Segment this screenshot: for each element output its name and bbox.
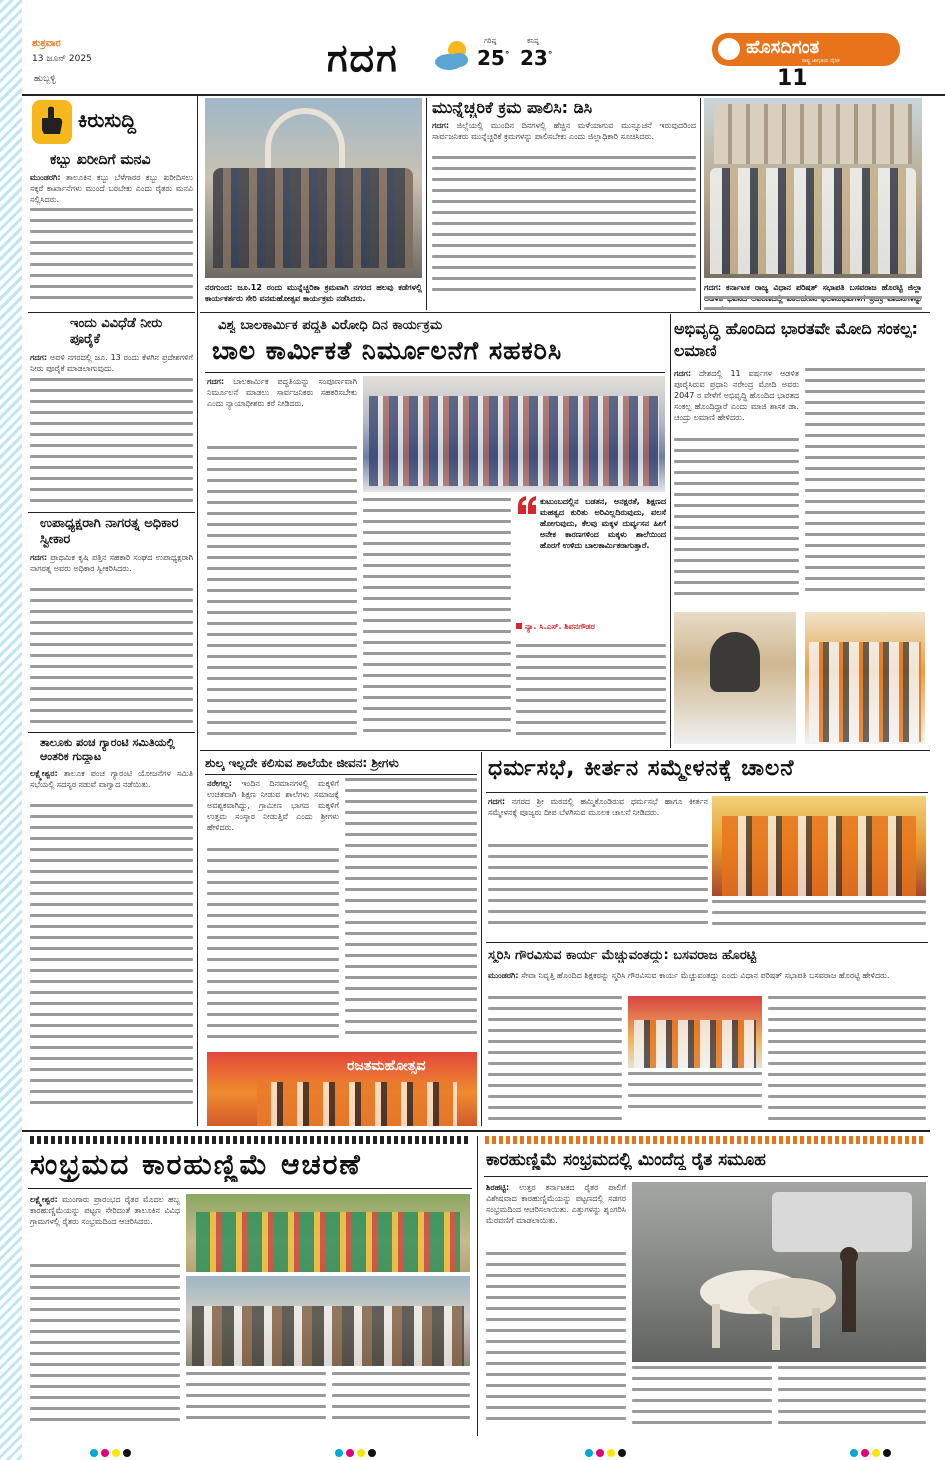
masthead-rule: [22, 94, 945, 96]
photo-people: [809, 642, 921, 742]
story-lead: [30, 1194, 180, 1260]
pull-quote: [516, 496, 666, 636]
section-pattern-bar: [485, 1136, 925, 1144]
section-pattern-bar: [30, 1136, 470, 1144]
section-rule: [22, 1130, 930, 1132]
max-temp-label: ಗರಿಷ್ಠ: [484, 37, 497, 45]
masthead-city: ಗದಗ: [327, 36, 399, 80]
column-rule: [197, 96, 198, 1126]
story-headline: ಶುಲ್ಕ ಇಲ್ಲದೇ ಕಲಿಸುವ ಶಾಲೆಯೇ ಜೀವನ: ಶ್ರೀಗಳು: [205, 756, 399, 770]
masthead-day: ಶುಕ್ರವಾರ: [32, 38, 61, 49]
kirusuddi-header: [30, 100, 190, 144]
body-text-filler: [363, 498, 511, 744]
headline-rule: [205, 774, 477, 775]
pointing-hand-icon: [32, 100, 72, 144]
body-text-filler: [30, 1264, 180, 1434]
photo-people: [196, 1212, 460, 1272]
body-text-filler: [516, 644, 666, 744]
body-text-filler: [30, 378, 193, 510]
brief-lead: [30, 552, 193, 585]
story-headline: ಬಾಲ ಕಾರ್ಮಿಕತೆ ನಿರ್ಮೂಲನೆಗೆ ಸಹಕರಿಸಿ: [212, 336, 563, 365]
story-body: ಬಾಲಕಾರ್ಮಿಕ ಪದ್ಧತಿಯನ್ನು ಸಂಪೂರ್ಣವಾಗಿ ನಿರ್ಮೂಲನೆ ಮಾಡಲು ಸಾರ್ವಜನಿಕರು ಸಹಕರಿಸಬೇಕು ಎಂದು ನ್ಯಾಯಾಧೀಶರು ಕರೆ ನೀಡಿದರು.: [207, 377, 357, 408]
masthead-date: 13 ಜೂನ್ 2025: [32, 54, 92, 64]
paper-tagline: ರಾಷ್ಟ್ರ ಜಾಗೃತಿಯ ದೈನಿಕ: [802, 58, 840, 64]
swamiji-photo: [712, 796, 926, 896]
brief-body: ಪ್ರಾಥಮಿಕ ಕೃಷಿ ಪತ್ತಿನ ಸಹಕಾರಿ ಸಂಘದ ಉಪಾಧ್ಯಕ್ಷರಾಗಿ ನಾಗರತ್ನ ಅವರು ಅಧಿಕಾರ ಸ್ವೀಕರಿಸಿದರು.: [30, 553, 193, 573]
story-dateline: ಶಿರಹಟ್ಟಿ:: [486, 1183, 510, 1192]
masthead: [22, 30, 945, 92]
story-lead: [207, 778, 339, 844]
photo-people: [634, 1020, 756, 1068]
section-rule: [200, 312, 930, 313]
brief-body: ಅವಳಿ ನಗರದಲ್ಲಿ ಜೂ. 13 ರಂದು ಕೆಳಗಿನ ಪ್ರದೇಶಗಳಿಗೆ ನೀರು ಪೂರೈಕೆ ಮಾಡಲಾಗುವುದು.: [30, 353, 193, 373]
headline-rule: [205, 372, 665, 373]
farmer-bull-photo: [632, 1182, 926, 1362]
min-temp-value: 23: [520, 46, 548, 70]
photo-people: [257, 1082, 457, 1126]
column-rule: [670, 314, 671, 748]
felicitation-photo: [628, 996, 762, 1068]
story-dateline: ಮುಂಡರಗಿ:: [488, 971, 519, 980]
pull-quote-author: [516, 622, 666, 632]
group-photo: [205, 98, 422, 278]
body-text-filler: [712, 900, 926, 940]
max-temp-value: 25: [477, 46, 505, 70]
festival-women-photo: [186, 1194, 470, 1272]
degree-sign: °: [504, 50, 510, 61]
story-headline: ಅಭಿವೃದ್ಧಿ ಹೊಂದಿದ ಭಾರತವೇ ಮೋದಿ ಸಂಕಲ್ಪ: ಲಮಾಣಿ: [674, 319, 918, 360]
headline-rule: [28, 1188, 472, 1189]
bull-procession-photo: [186, 1276, 470, 1366]
brief-divider: [28, 732, 195, 733]
body-text-filler: [778, 1366, 926, 1434]
pull-quote-text: ಕುಟುಂಬದಲ್ಲಿನ ಬಡತನ, ಅನಕ್ಷರತೆ, ಶಿಕ್ಷಣದ ಮಹತ್ವದ ಕುರಿತು ಅರಿವಿಲ್ಲದಿರುವುದು, ವಲಸೆ ಹೋಗುವುದು, ಕೆಲವು ಮಕ್ಕಳ ದುರ್ವ್ಯಸನ ಹೀಗೆ ಅನೇಕ ಕಾರಣಗಳಿಂದ ಮಕ್ಕಳು ಶಾಲೆಯಿಂದ ಹೊರಗೆ ಉಳಿದು ಬಾಲಕಾರ್ಮಿಕರಾಗುತ್ತಾರೆ.: [540, 497, 666, 550]
section-rule: [200, 750, 930, 751]
body-text-filler: [488, 844, 708, 940]
body-text-filler: [768, 996, 926, 1124]
body-text-filler: [488, 996, 622, 1124]
brief-body: ತಾಲೂಕ ಪಂಚ ಗ್ಯಾರಂಟಿ ಯೋಜನೆಗಳ ಸಮಿತಿ ಸಭೆಯಲ್ಲಿ ಸದಸ್ಯರ ನಡುವೆ ವಾಗ್ವಾದ ನಡೆಯಿತು.: [30, 769, 193, 789]
registration-marks: [335, 1442, 379, 1460]
body-text-filler: [30, 588, 193, 728]
red-square-icon: [516, 623, 522, 629]
story-lead: [207, 376, 357, 442]
bull-illustration: [672, 1242, 892, 1358]
degree-sign: °: [547, 50, 553, 61]
pull-quote-author-name: ನ್ಯಾ. ಸಿ.ಎಸ್. ಶಿವನಗೌಡರ: [525, 622, 595, 631]
story-dateline: ಗದಗ:: [432, 121, 450, 130]
brief-lead: [30, 352, 193, 374]
registration-marks: [90, 1442, 134, 1460]
religious-event-photo: [207, 1052, 477, 1126]
event-photo: [704, 98, 922, 278]
logo-emblem-icon: [718, 38, 740, 60]
body-text-filler: [30, 208, 193, 308]
photo-portrait: [710, 632, 760, 692]
brief-dateline: ಲಕ್ಷ್ಮೇಶ್ವರ:: [30, 769, 58, 778]
kirusuddi-title: ಕಿರುಸುದ್ದಿ: [78, 108, 137, 132]
brief-headline: ಉಪಾಧ್ಯಕ್ಷರಾಗಿ ನಾಗರತ್ನ ಅಧಿಕಾರ ಸ್ವೀಕಾರ: [40, 516, 179, 547]
brief-divider: [28, 312, 195, 313]
body-text-filler: [628, 1072, 762, 1124]
event-banner-text: ರಜತಮಹೋತ್ಸವ: [347, 1058, 426, 1074]
photo-people: [369, 396, 659, 486]
story-headline: ಧರ್ಮಸಭೆ, ಕೀರ್ತನ ಸಮ್ಮೇಳನಕ್ಕೆ ಚಾಲನೆ: [488, 756, 795, 781]
brief-dateline: ಗದಗ:: [30, 353, 48, 362]
party-meeting-photo: [805, 612, 925, 744]
quote-mark-icon: [516, 496, 538, 514]
section-rule: [486, 942, 928, 943]
photo-arch: [265, 108, 345, 168]
photo-people: [710, 168, 916, 274]
story-lead: [488, 796, 708, 840]
body-text-filler: [207, 446, 357, 746]
brief-divider: [28, 512, 195, 513]
page-number: 11: [777, 66, 808, 91]
photo-caption: ನರಗುಂದ: ಜೂ.12 ರಂದು ಮುನ್ನೆಚ್ಚರಿಕಾ ಕ್ರಮವಾಗಿ ನಗರದ ಹಲವು ಕಡೆಗಳಲ್ಲಿ ಕಾರ್ಯಕರ್ತರು ಸೇರಿ ವನಮಹೋತ್ಸವ ಕಾರ್ಯಕ್ರಮ ನಡೆಸಿದರು.: [205, 283, 422, 303]
column-rule: [477, 1136, 478, 1436]
body-text-filler: [674, 438, 799, 608]
story-kicker: ವಿಶ್ವ ಬಾಲಕಾರ್ಮಿಕ ಪದ್ಧತಿ ವಿರೋಧಿ ದಿನ ಕಾರ್ಯಕ್ರಮ: [218, 318, 443, 333]
page-margin-stripe: [0, 0, 22, 1460]
story-dateline: ಗದಗ:: [488, 797, 506, 806]
body-text-filler: [805, 368, 925, 608]
registration-marks: [585, 1442, 629, 1460]
story-lead: [432, 120, 696, 153]
story-dateline: ಗದಗ:: [674, 369, 692, 378]
body-text-filler: [486, 1252, 626, 1434]
body-text-filler: [186, 1372, 326, 1434]
students-photo: [363, 376, 665, 492]
story-headline: ಸಂಭ್ರಮದ ಕಾರಹುಣ್ಣಿಮೆ ಆಚರಣೆ: [30, 1148, 362, 1181]
body-text-filler: [332, 1372, 470, 1434]
brief-lead: [30, 768, 193, 801]
story-dateline: ಗದಗ:: [207, 377, 225, 386]
story-body: ಮುಂಗಾರು ಪ್ರಾರಂಭದ ರೈತರ ಮೊದಲ ಹಬ್ಬ ಕಾರಹುಣ್ಣಿಮೆಯನ್ನು ಪಟ್ಟಣ ಸೇರಿದಂತೆ ತಾಲೂಕಿನ ವಿವಿಧ ಗ್ರಾಮಗಳಲ್ಲಿ ರೈತರು ಸಂಭ್ರಮದಿಂದ ಆಚರಿಸಿದರು.: [30, 1195, 180, 1226]
story-headline: ಮುನ್ನೆಚ್ಚರಿಕೆ ಕ್ರಮ ಪಾಲಿಸಿ: ಡಿಸಿ: [432, 98, 593, 117]
brief-headline: ತಾಲೂಕು ಪಂಚ ಗ್ಯಾರಂಟಿ ಸಮಿತಿಯಲ್ಲಿ ಆಂತರಿಕ ಗುದ್ದಾಟ: [40, 736, 175, 763]
photo-caption: ಗದಗ: ಕರ್ನಾಟಕ ರಾಜ್ಯ ವಿಧಾನ ಪರಿಷತ್ ಸಭಾಪತಿ ಬಸವರಾಜ ಹೊರಟ್ಟಿ ಜಿಲ್ಲಾ: [704, 283, 922, 292]
photo-building: [714, 104, 912, 164]
story-body: ಜಿಲ್ಲೆಯಲ್ಲಿ ಮುಂದಿನ ದಿನಗಳಲ್ಲಿ ಹೆಚ್ಚಿನ ಮಳೆಯಾಗುವ ಮುನ್ಸೂಚನೆ ಇರುವುದರಿಂದ ಸಾರ್ವಜನಿಕರು ಮುನ್ನೆಚ್ಚರಿಕೆ ಕ್ರಮಗಳನ್ನು ಪಾಲಿಸಬೇಕು ಎಂದು ಜಿಲ್ಲಾಧಿಕಾರಿ ಸೂಚಿಸಿದರು.: [432, 121, 696, 141]
photo-crowd: [192, 1306, 464, 1366]
column-rule: [481, 752, 482, 1126]
min-temp: [520, 46, 552, 70]
paper-name: ಹೊಸದಿಗಂತ: [746, 37, 820, 58]
brief-dateline: ಮುಂಡರಗಿ:: [30, 173, 61, 182]
partly-cloudy-icon: [432, 38, 472, 72]
story-body: ಇಂದಿನ ದಿನಮಾನಗಳಲ್ಲಿ ಮಕ್ಕಳಿಗೆ ಉಚಿತವಾಗಿ ಶಿಕ್ಷಣ ನೀಡುವ ಶಾಲೆಗಳು ಸಮಾಜಕ್ಕೆ ಅವಶ್ಯಕವಾಗಿದ್ದು, ಗ್ರಾಮೀಣ ಭಾಗದ ಮಕ್ಕಳಿಗೆ ಉತ್ತಮ ಸಂಸ್ಕಾರ ನೀಡುತ್ತಿವೆ ಎಂದು ಶ್ರೀಗಳು ಹೇಳಿದರು.: [207, 779, 339, 832]
masthead-edition: ಹುಬ್ಬಳ್ಳಿ: [34, 74, 56, 84]
body-text-filler: [432, 156, 696, 306]
story-headline: ಕಾರಹುಣ್ಣಿಮೆ ಸಂಭ್ರಮದಲ್ಲಿ ಮಿಂದೆದ್ದ ರೈತ ಸಮೂಹ: [486, 1150, 766, 1170]
story-dateline: ನರೇಗಲ್ಲ:: [207, 779, 232, 788]
photo-people: [213, 168, 413, 268]
story-dateline: ಲಕ್ಷ್ಮೇಶ್ವರ:: [30, 1195, 58, 1204]
brief-dateline: ಗದಗ:: [30, 553, 48, 562]
story-lead: [674, 368, 799, 434]
registration-marks: [850, 1442, 894, 1460]
story-body: ಸೇವಾ ನಿವೃತ್ತಿ ಹೊಂದಿದ ಶಿಕ್ಷಕರನ್ನು ಸ್ಮರಿಸಿ ಗೌರವಿಸುವ ಕಾರ್ಯ ಮೆಚ್ಚುವಂತದ್ದು ಎಂದು ವಿಧಾನ ಪರಿಷತ್ ಸಭಾಪತಿ ಬಸವರಾಜ ಹೊರಟ್ಟಿ ಹೇಳಿದರು.: [521, 971, 890, 980]
body-text-filler: [30, 804, 193, 1122]
brief-headline: ಇಂದು ವಿವಿಧೆಡೆ ನೀರು ಪೂರೈಕೆ: [70, 316, 163, 347]
story-body: ದೇಶದಲ್ಲಿ 11 ವರ್ಷಗಳ ಆಡಳಿತ ಪೂರೈಸಿರುವ ಪ್ರಧಾನಿ ನರೇಂದ್ರ ಮೋದಿ ಅವರು 2047 ರ ವೇಳೆಗೆ ಅಭಿವೃದ್ಧಿ ಹೊಂದಿದ ಭಾರತದ ಸಂಕಲ್ಪ ಹೊಂದಿದ್ದಾರೆ ಎಂದು ಮಾಜಿ ಶಾಸಕ ಡಾ. ಚಂದ್ರು ಲಮಾಣಿ ಹೇಳಿದರು.: [674, 369, 799, 422]
brief-body: ತಾಲೂಕಿನ ಕಬ್ಬು ಬೆಳೆಗಾರರ ಕಬ್ಬು ಖರೀದಿಸಲು ಸಕ್ಕರೆ ಕಾರ್ಖಾನೆಗಳು ಮುಂದೆ ಬರಬೇಕು ಎಂದು ರೈತರು ಮನವಿ ಸಲ್ಲಿಸಿದರು.: [30, 173, 193, 204]
brief-headline: ಕಬ್ಬು ಖರೀದಿಗೆ ಮನವಿ: [50, 152, 151, 168]
paper-logo: [712, 33, 900, 66]
headline-rule: [484, 1176, 928, 1177]
min-temp-label: ಕನಿಷ್ಠ: [527, 37, 539, 45]
story-body: ನಗರದ ಶ್ರೀ ಮಠದಲ್ಲಿ ಹಮ್ಮಿಕೊಂಡಿರುವ ಧರ್ಮಸಭೆ ಹಾಗೂ ಕೀರ್ತನ ಸಮ್ಮೇಳನಕ್ಕೆ ಪೂಜ್ಯರು ದೀಪ ಬೆಳಗಿಸುವ ಮೂಲಕ ಚಾಲನೆ ನೀಡಿದರು.: [488, 797, 708, 817]
body-text-filler: [345, 778, 477, 1048]
story-lead: [488, 970, 926, 992]
column-rule: [426, 98, 427, 310]
body-text-filler: [632, 1366, 772, 1434]
photo-people: [722, 816, 916, 896]
brief-lead: [30, 172, 193, 205]
body-text-filler: [207, 848, 339, 1048]
headline-rule: [486, 792, 928, 793]
story-lead: [486, 1182, 626, 1248]
max-temp: [477, 46, 509, 70]
story-headline: ಸ್ಮರಿಸಿ ಗೌರವಿಸುವ ಕಾರ್ಯ ಮೆಚ್ಚುವಂತದ್ದು: ಬಸವರಾಜ ಹೊರಟ್ಟಿ: [488, 948, 757, 963]
story-body: ಉತ್ತರ ಕರ್ನಾಟಕದ ರೈತರ ಪಾಲಿಗೆ ವಿಶೇಷವಾದ ಕಾರಹುಣ್ಣಿಮೆಯನ್ನು ಪಟ್ಟಣದಲ್ಲಿ ಸಡಗರ ಸಂಭ್ರಮದಿಂದ ಆಚರಿಸಲಾಯಿತು. ಎತ್ತುಗಳನ್ನು ಶೃಂಗರಿಸಿ ಮೆರವಣಿಗೆ ಮಾಡಲಾಯಿತು.: [486, 1183, 626, 1225]
column-rule: [700, 98, 701, 310]
politician-photo: [674, 612, 796, 744]
